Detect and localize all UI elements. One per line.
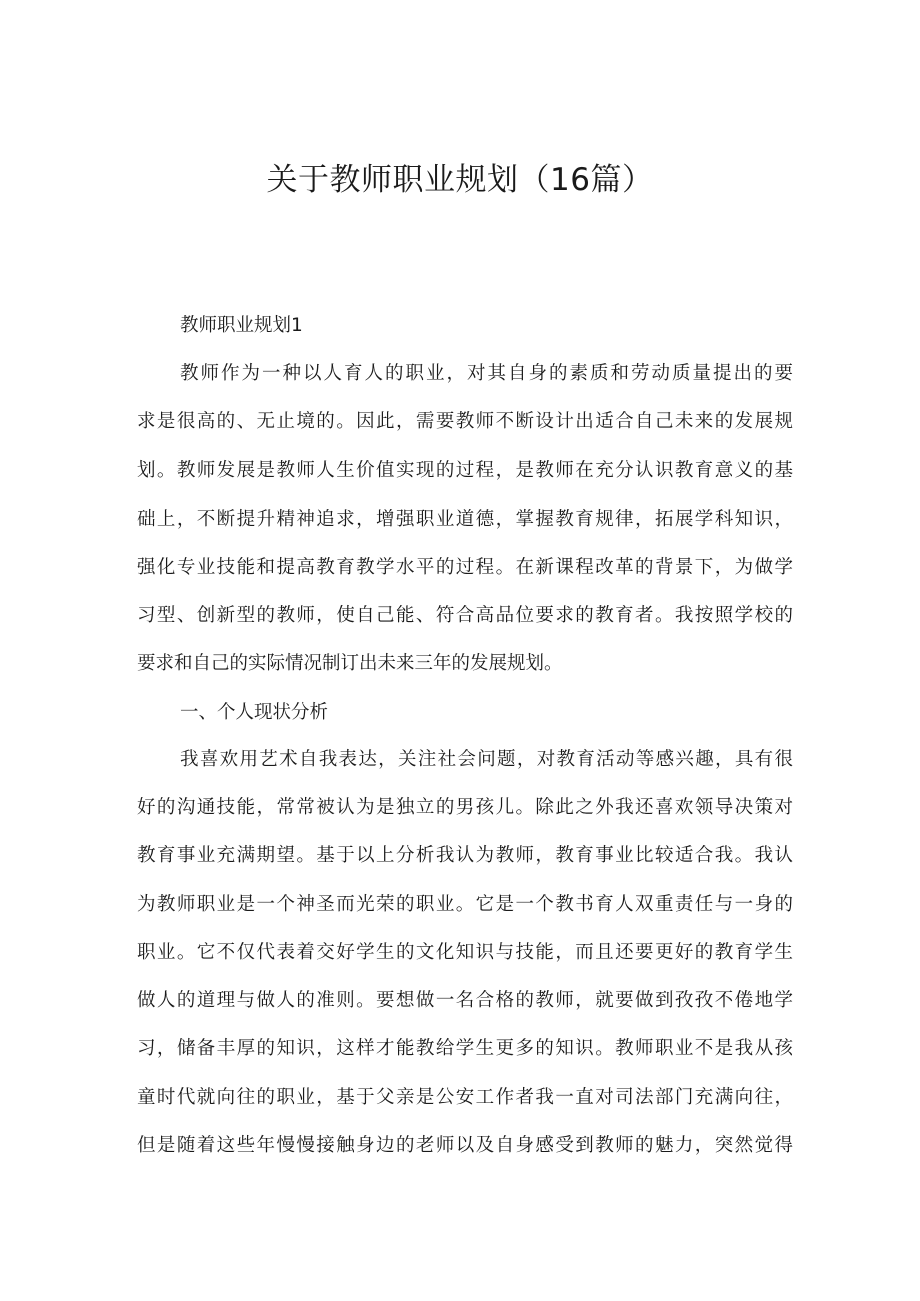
paragraph-line: 要求和自己的实际情况制订出未来三年的发展规划。 [137,653,563,674]
paragraph-line: 我喜欢用艺术自我表达，关注社会问题，对教育活动等感兴趣，具有很 [180,749,793,770]
paragraph-line: 划。教师发展是教师人生价值实现的过程，是教师在充分认识教育意义的基 [137,460,793,481]
paragraph-line: 教师作为一种以人育人的职业，对其自身的素质和劳动质量提出的要 [180,363,793,384]
subheading-personal-analysis: 一、个人现状分析 [180,702,329,723]
paragraph-line: 习型、创新型的教师，使自己能、符合高品位要求的教育者。我按照学校的 [137,605,793,626]
document-title: 关于教师职业规划（16篇） [266,162,654,198]
paragraph-line: 习，储备丰厚的知识，这样才能教给学生更多的知识。教师职业不是我从孩 [137,1038,793,1059]
section-heading: 教师职业规划1 [180,315,303,336]
paragraph-line: 好的沟通技能，常常被认为是独立的男孩儿。除此之外我还喜欢领导决策对 [137,797,793,818]
paragraph-line: 教育事业充满期望。基于以上分析我认为教师，教育事业比较适合我。我认 [137,845,793,866]
paragraph-line: 职业。它不仅代表着交好学生的文化知识与技能，而且还要更好的教育学生 [137,942,793,963]
paragraph-line: 强化专业技能和提高教育教学水平的过程。在新课程改革的背景下，为做学 [137,557,793,578]
paragraph-line: 做人的道理与做人的准则。要想做一名合格的教师，就要做到孜孜不倦地学 [137,990,793,1011]
paragraph-line: 为教师职业是一个神圣而光荣的职业。它是一个教书育人双重责任与一身的 [137,894,793,915]
paragraph-line: 础上，不断提升精神追求，增强职业道德，掌握教育规律，拓展学科知识， [137,509,793,530]
paragraph-line: 求是很高的、无止境的。因此，需要教师不断设计出适合自己未来的发展规 [137,411,793,432]
paragraph-line: 童时代就向往的职业，基于父亲是公安工作者我一直对司法部门充满向往， [137,1087,793,1108]
paragraph-line: 但是随着这些年慢慢接触身边的老师以及自身感受到教师的魅力，突然觉得 [137,1135,793,1156]
